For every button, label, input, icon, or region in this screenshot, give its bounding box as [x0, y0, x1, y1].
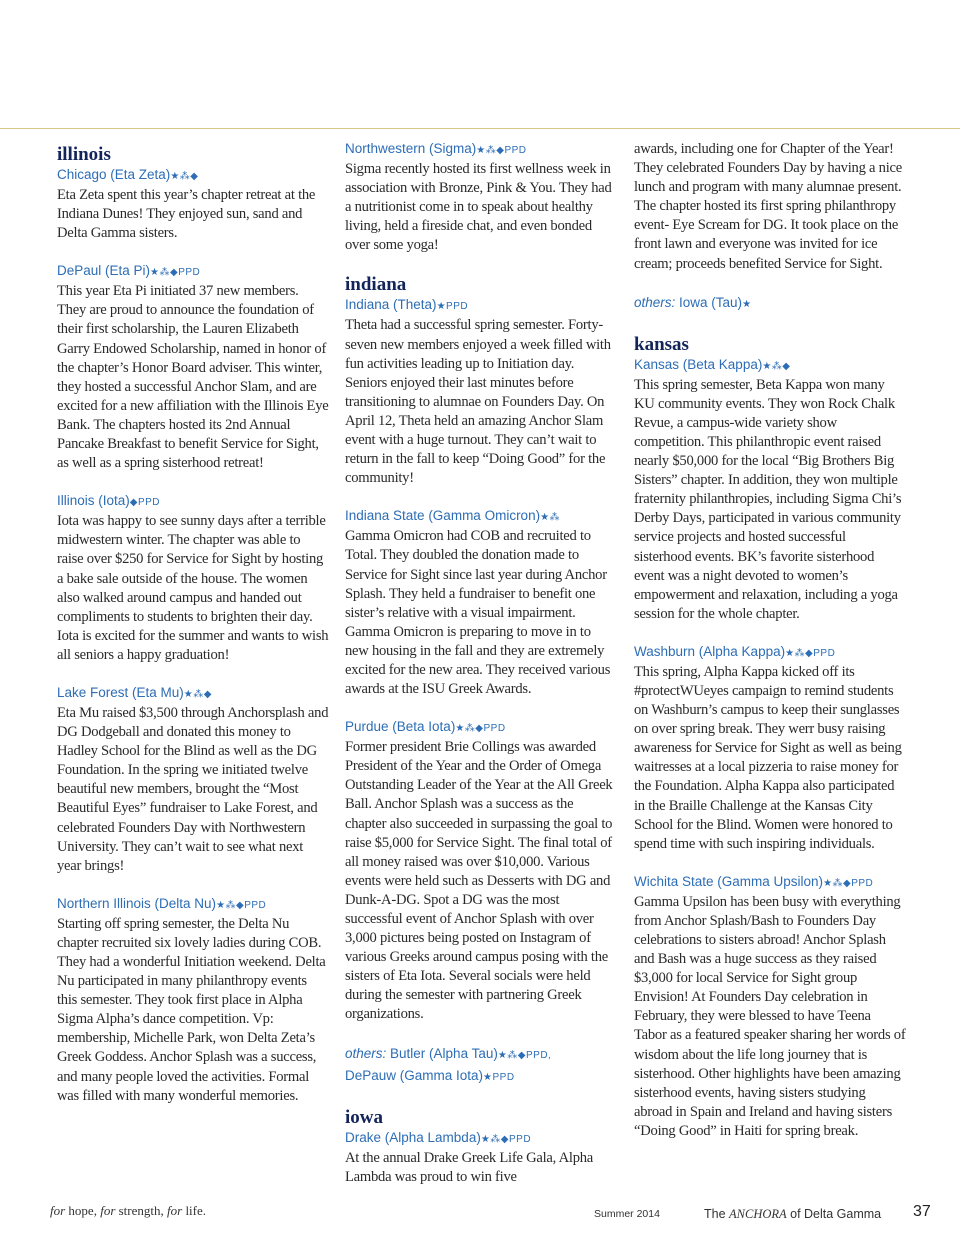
- chapter-entry: [345, 140, 617, 255]
- mag-rest: of Delta Gamma: [786, 1207, 882, 1221]
- others-label: others:: [345, 1045, 387, 1061]
- column-2: [345, 140, 617, 1206]
- chapter-entry: [634, 873, 906, 1141]
- mag-anchora: ANCHORA: [729, 1207, 787, 1221]
- chapter-title: DePaul (Eta Pi): [57, 263, 151, 279]
- motto-strength: strength,: [115, 1203, 168, 1218]
- award-marks-icon: ★⁂◆PPD: [480, 1133, 532, 1145]
- column-3: [634, 140, 906, 1160]
- chapter-report: Gamma Upsilon has been busy with everything from Anchor Splash/Bash to Founders Day celebrations to sisters abroad! Anchor Splash and Bash was a huge success as they raised $3,000 for local Service for Sight group Envision! At Founders Day celebration in February, they were blessed to have Teena Tabor as a featured speaker sharing her words of wisdom about the life long journey that is sisterhood. Other highlights have been amazing sisterhood events, having sisters studying abroad in Spain and Ireland and having sisters “Doing Good” in Haiti for spring break.: [634, 893, 906, 1139]
- others-label: others:: [634, 294, 676, 310]
- chapter-entry: [57, 684, 329, 876]
- award-marks-icon: ★⁂◆: [183, 688, 212, 700]
- chapter-title: Washburn (Alpha Kappa): [634, 643, 786, 659]
- motto-hope: hope,: [65, 1203, 101, 1218]
- chapter-name: [57, 895, 329, 915]
- chapter-name: [57, 262, 329, 282]
- award-marks-icon: ★⁂◆PPD,: [497, 1049, 552, 1061]
- chapter-name: [57, 166, 329, 186]
- award-marks-icon: ★⁂: [540, 512, 561, 524]
- chapter-title: Northern Illinois (Delta Nu): [57, 895, 217, 911]
- chapter-name: [634, 643, 906, 663]
- chapter-title: Lake Forest (Eta Mu): [57, 684, 184, 700]
- chapter-title: Purdue (Beta Iota): [345, 719, 456, 735]
- chapter-title: Drake (Alpha Lambda): [345, 1129, 481, 1145]
- chapter-name: [345, 507, 617, 527]
- chapter-title: Indiana State (Gamma Omicron): [345, 508, 541, 524]
- chapter-title: Kansas (Beta Kappa): [634, 356, 763, 372]
- chapter-entry: [634, 643, 906, 854]
- chapter-report: Theta had a successful spring semester. Forty-seven new members enjoyed a week filled with fun activities leading up to Initiation day. Seniors enjoyed their last minutes before transitioning to alumnae on Founders Day. On April 12, Theta held an amazing Anchor Slam event with a huge turnout. They can’t wait to return in the fall to keep “Doing Good” for the community!: [345, 317, 611, 487]
- state-heading: kansas: [634, 333, 689, 355]
- others-chapter: Butler (Alpha Tau): [386, 1045, 498, 1061]
- others-chapter: DePauw (Gamma Iota): [345, 1067, 484, 1083]
- chapter-entry: [634, 356, 906, 624]
- award-marks-icon: ★⁂◆PPD: [823, 877, 874, 889]
- chapter-entry: [57, 895, 329, 1106]
- footer-motto: [50, 1203, 206, 1219]
- chapter-report: At the annual Drake Greek Life Gala, Alpha Lambda was proud to win five: [345, 1149, 594, 1185]
- others-chapter: Iowa (Tau): [675, 294, 743, 310]
- state-heading: iowa: [345, 1106, 383, 1128]
- award-marks-icon: ★⁂◆: [170, 171, 199, 182]
- chapter-name: [57, 684, 329, 704]
- award-marks-icon: ★: [742, 298, 752, 310]
- chapter-entry: [634, 293, 906, 315]
- chapter-name: [345, 296, 617, 316]
- chapter-name: [345, 1129, 617, 1149]
- state-heading: illinois: [57, 144, 111, 165]
- chapter-title: Illinois (Iota): [57, 493, 130, 509]
- motto-for-1: for: [50, 1203, 66, 1218]
- chapter-entry: [345, 507, 617, 699]
- page-number: 37: [913, 1203, 931, 1220]
- chapter-report: Eta Zeta spent this year’s chapter retreat at the Indiana Dunes! They enjoyed sun, sand and Delta Gamma sisters.: [57, 187, 316, 242]
- chapter-name: [345, 718, 617, 738]
- others-line: [345, 1066, 617, 1088]
- chapter-entry: [345, 296, 617, 488]
- chapter-name: [57, 492, 329, 512]
- state-heading: indiana: [345, 274, 407, 296]
- award-marks-icon: ★⁂◆PPD: [216, 899, 267, 911]
- chapter-entry: [57, 492, 329, 665]
- footer-magazine-title: [704, 1207, 881, 1222]
- mag-the: The: [704, 1207, 730, 1221]
- chapter-report: This spring semester, Beta Kappa won many KU community events. They won Rock Chalk Revue, a campus-wide variety show competition. This philanthropic event raised nearly $50,000 for the local “Big Brothers Big Sisters” chapter. In addition, they won multiple fraternity philanthropies, including Sigma Chi’s Derby Days, participated in various community service projects and hosted successful sisterhood events. BK’s favorite sisterhood event was a night devoted to women’s empowerment and relaxation, including a yoga session for the whole chapter.: [634, 376, 902, 622]
- chapter-report: This spring, Alpha Kappa kicked off its #protectWUeyes campaign to remind students on Washburn’s campus to keep their sunglasses on over spring break. They werr busy raising awareness for Service for Sight as well as being waitresses at a local pizzeria to raise money for the Foundation. Alpha Kappa also participated in the Braille Challenge at the Kansas City School for the Blind. Women were honored to spend time with such inspiring individuals.: [634, 663, 902, 852]
- chapter-report: awards, including one for Chapter of the Year! They celebrated Founders Day by having a nice lunch and program with many alumnae present. The chapter hosted its first spring philanthropy event- Eye Scream for DG. It took place on the front lawn and everyone was invited for ice cream; proceeds benefited Service for Sight.: [634, 141, 902, 272]
- header-rule: [0, 128, 960, 129]
- chapter-title: Wichita State (Gamma Upsilon): [634, 873, 824, 889]
- chapter-entry: [57, 262, 329, 473]
- motto-life: life.: [182, 1203, 207, 1218]
- chapter-report: Gamma Omicron had COB and recruited to Total. They doubled the donation made to Service for Sight since last year during Anchor Splash. They held a fundraiser to benefit one sister’s relative with a visual impairment. Gamma Omicron is preparing to move in to new housing in the fall and they are extremely excited for the new area. They received various awards at the ISU Greek Awards.: [345, 528, 611, 698]
- column-1: [57, 140, 329, 1125]
- chapter-entry: [345, 718, 617, 1024]
- chapter-report: Sigma recently hosted its first wellness week in association with Bronze, Pink & You. They had a nutritionist come in to speak about healthy living, held a fireside chat, and even bonded over some yoga!: [345, 161, 612, 254]
- chapter-entry: [345, 1044, 617, 1088]
- chapter-name: [345, 140, 617, 160]
- chapter-name: [634, 873, 906, 893]
- chapter-report: Eta Mu raised $3,500 through Anchorsplash and DG Dodgeball and donated this money to Hadley School for the Blind as well as the DG Foundation. In the spring we initiated twelve beautiful new members, brought the “Most Beautiful Eyes” fundraiser to Lake Forest, and celebrated Founders Day with Northwestern University. They can’t wait to see what next year brings!: [57, 704, 329, 874]
- award-marks-icon: ◆PPD: [129, 497, 161, 509]
- motto-for-3: for: [167, 1203, 183, 1218]
- motto-for-2: for: [100, 1203, 116, 1218]
- chapter-report: Starting off spring semester, the Delta Nu chapter recruited six lovely ladies during COB. They had a wonderful Initiation weekend. Delta Nu participated in many philanthropy events this semester. They took first place in Alpha Sigma Alpha’s dance competition. Vp: membership, Michelle Park, won Delta Zeta’s Greek Goddess. Anchor Splash was a success, and many people loved the activities. Formal was filled with many wonderful memories.: [57, 915, 326, 1104]
- award-marks-icon: ★⁂◆PPD: [476, 145, 527, 156]
- award-marks-icon: ★⁂◆PPD: [785, 647, 836, 659]
- footer-season: Summer 2014: [594, 1208, 660, 1220]
- others-line: [634, 293, 906, 315]
- chapter-report: Former president Brie Collings was awarded President of the Year and the Order of Omega Outstanding Leader of the Year at the All Greek Ball. Anchor Splash was a success as the chapter also succeeded in surpassing the goal to raise $5,000 for Service Sight. The final total of all money raised was over $10,000. Various events were held such as Desserts with DG and Dunk-A-DG. Spot a DG was the most successful event of Anchor Splash with over 3,000 pictures being posted on Instagram of various Greeks around campus posing with the sisters of Eta Iota. Several socials were held during the semester with partnering Greek organizations.: [345, 739, 613, 1023]
- award-marks-icon: ★PPD: [483, 1071, 515, 1083]
- award-marks-icon: ★⁂◆PPD: [455, 723, 506, 735]
- chapter-title: Chicago (Eta Zeta): [57, 167, 171, 182]
- chapter-name: [634, 356, 906, 376]
- others-line: [345, 1044, 617, 1066]
- chapter-title: Northwestern (Sigma): [345, 141, 477, 156]
- chapter-title: Indiana (Theta): [345, 297, 437, 313]
- chapter-entry: [345, 1129, 617, 1187]
- award-marks-icon: ★PPD: [436, 301, 469, 313]
- chapter-report: This year Eta Pi initiated 37 new members. They are proud to announce the foundation of their first scholarship, the Lauren Elizabeth Garry Endowed Scholarship, named in honor of the chapter’s Honor Board adviser. This winter, they hosted a successful Anchor Slam, and are excited for a new affiliation with the Illinois Eye Bank. The chapters hosted its 2nd Annual Pancake Breakfast to benefit Service for Sight, as well as a spring sisterhood retreat!: [57, 283, 329, 472]
- award-marks-icon: ★⁂◆: [762, 360, 791, 372]
- award-marks-icon: ★⁂◆PPD: [150, 267, 201, 279]
- chapter-report: Iota was happy to see sunny days after a terrible midwestern winter. The chapter was able to raise over $250 for Service for Sight by hosting a bake sale outside of the house. The women also walked around campus and handed out compliments to students to brighten their day. Iota is excited for the summer and wants to wish all seniors a happy graduation!: [57, 513, 329, 663]
- chapter-entry: [57, 166, 329, 243]
- chapter-entry: [634, 140, 906, 274]
